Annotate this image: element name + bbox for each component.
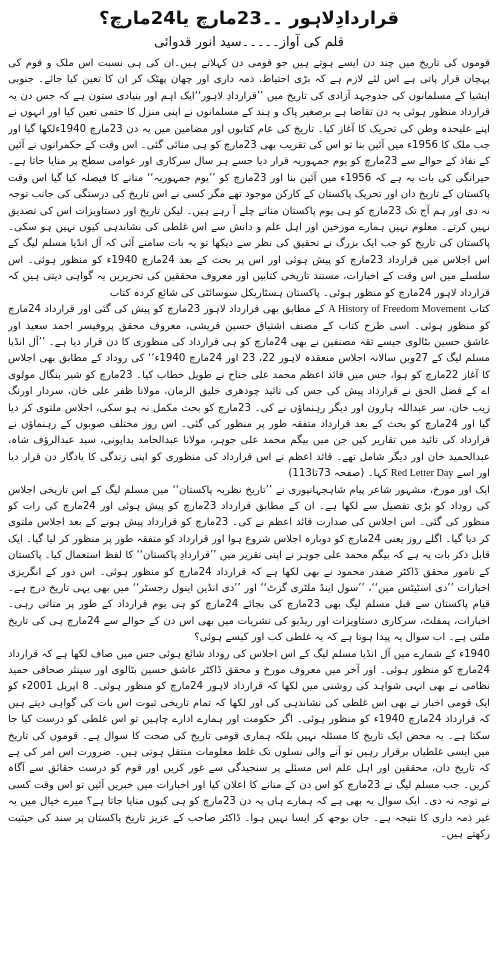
article-paragraph: ایک اور مورخ، مشہور شاعر پیام شاہجہانپوری نے ’’تاریخ نظریہ پاکستان‘‘ میں مسلم لیگ کے اس تاریخی اجلاس کی روداد کو بڑی تفصیل سے لکھا ہے۔ ان کے مطابق قرارداد 23مارچ کو پیش ہوئی اور 24مارچ کی رات کو منظور کی گئی۔ اس اجلاس کی صدارت قائد اعظم نے کی۔ 23مارچ کو قرارداد پیش ہونے کے بعد اجلاس ملتوی کر دیا گیا۔ اگلے روز یعنی 24مارچ کو دوبارہ اجلاس شروع ہوا اور قرارداد کو متفقہ طور پر منظور کر لیا گیا۔ ایک قابل ذکر بات یہ ہے کہ بیگم محمد علی جوہر نے اپنی تقریر میں ’’قراردادِ پاکستان‘‘ کا لفظ استعمال کیا۔ پاکستان کے نامور محقق ڈاکٹر صفدر محمود نے بھی لکھا ہے کہ قرارداد 24مارچ کو منظور ہوئی۔ اس دور کے انگریزی اخبارات ’’دی اسٹیٹس مین‘‘، ’’سول اینڈ ملٹری گزٹ‘‘ اور ’’دی انڈین اینول رجسٹر‘‘ میں بھی یہی تاریخ درج ہے۔ قیام پاکستان سے قبل مسلم لیگ بھی 23مارچ کی بجائے 24مارچ کو ہی یوم قرارداد کے طور پر مناتی رہی۔ اخبارات، پمفلٹ، سرکاری دستاویزات اور ریڈیو کی نشریات میں بھی اس دن کے حوالے سے 24مارچ ہی کی تاریخ ملتی ہے۔ اب سوال یہ پیدا ہوتا ہے کہ یہ غلطی کب اور کیسے ہوئی؟	[8, 484, 490, 644]
article-paragraph: 1940ء کے شمارے میں آل انڈیا مسلم لیگ کے اس اجلاس کی روداد شائع ہوئی جس میں صاف لکھا ہے کہ قرارداد 24مارچ کو منظور ہوئی۔ اور آخر میں معروف مورخ و محقق ڈاکٹر عاشق حسین بٹالوی اور سینئر صحافی حمید نظامی نے بھی انہی شواہد کی روشنی میں لکھا کہ قرارداد لاہور 24مارچ کو منظور ہوئی۔ 8 اپریل 2001ء کو ایک قومی اخبار نے بھی اس غلطی کی نشاندہی کی اور لکھا کہ تمام تاریخی ثبوت اس بات کی گواہی دیتے ہیں کہ قرارداد 24مارچ 1940ء کو منظور ہوئی۔ اگر حکومت اور ہمارے ادارے چاہیں تو اس غلطی کو درست کیا جا سکتا ہے۔ یہ محض ایک تاریخ کا مسئلہ نہیں بلکہ ہماری قومی تاریخ کی صحت کا سوال ہے۔ قوموں کی تاریخ میں ایسی غلطیاں برقرار رہیں تو آنے والی نسلوں تک غلط معلومات منتقل ہوتی ہیں۔ ضرورت اس امر کی ہے کہ تاریخ دان، محققین اور اہل علم اس مسئلے پر سنجیدگی سے غور کریں اور قوم کو درست حقائق سے آگاہ کریں۔ جب مسلم لیگ نے 23مارچ کو اس دن کے منانے کا اعلان کیا اور اخبارات میں خبریں آئیں تو اس وقت کسی نے توجہ نہ دی۔ ایک سوال یہ بھی ہے کہ ہمارے ہاں یہ دن 23مارچ کو ہی کیوں منایا جاتا ہے؟ میرے خیال میں یہ غیر ذمہ داری کا نتیجہ ہے۔ جان بوجھ کر ایسا نہیں ہوا۔ ڈاکٹر صاحب کے عزیز تاریخ پاکستان پر سند کی حیثیت رکھتے ہیں۔	[8, 648, 490, 841]
article-body	[8, 56, 490, 966]
article-paragraph: قوموں کی تاریخ میں چند دن ایسے ہوتے ہیں جو قومی دن کہلاتے ہیں۔ان کی ہی نسبت اس ملک و قوم کی پہچان قرار پاتی ہے اس لئے لازم ہے کہ بڑی احتیاط، ذمہ داری اور چھان پھٹک کر ان کا تعین کیا جائے۔ جنوبی ایشیا کے مسلمانوں کی جدوجہد آزادی کی تاریخ میں ’’قراردادِ لاہور‘‘ایک اہم اور بنیادی ستون ہے کہ جس دن یہ قرارداد منظور ہوئی یہ دن تقاضا ہے برصغیر پاک و ہند کے مسلمانوں نے اپنی منزل کا حتمی تعین کیا اور انہوں نے اپنے علیحدہ وطن کی تحریک کا آغاز کیا۔ تاریخ کی عام کتابوں اور مضامین میں یہ دن 23مارچ 1940ءلکھا گیا اور جب ملک کا 1956ء میں آئین بنا تو اس کی تقریب بھی 23مارچ کو ہی منائی گئی۔ اس وقت کے حکمرانوں نے آئین کے نفاذ کے حوالے سے 23مارچ کو یوم جمہوریہ قرار دیا جسے ہر سال سرکاری اور عوامی سطح پر منایا جاتا ہے۔ حیرانگی کی بات یہ ہے کہ 1956ء میں آئین بنا اور 23مارچ کو ’’یوم جمہوریہ‘‘ منانے کا فیصلہ کیا گیا اس وقت پاکستان کے تاریخ دان اور تحریک پاکستان کے کارکن موجود تھے مگر کسی نے اس تاریخ کی درستگی کی جانب توجہ نہ دی اور ہم آج تک 23مارچ کو ہی یوم پاکستان مناتے چلے آ رہے ہیں۔ لیکن تاریخ اور دستاویزات اس کی تصدیق نہیں کرتے۔ معلوم نہیں ہمارے مورخین اور اہل علم و دانش سے اس غلطی کی نشاندہی کیوں نہیں ہو سکی۔ پاکستان کی تاریخ کو جب ایک بزرگ نے تحقیق کی نظر سے دیکھا تو یہ بات سامنے آئی کہ آل انڈیا مسلم لیگ کے اس اجلاس میں قرارداد 23مارچ کو پیش ہوئی اور اس پر بحث کے بعد 24مارچ 1940ء کو منظور ہوئی۔ اس سلسلے میں اس وقت کے اخبارات، مستند تاریخی کتابیں اور معروف محققین کی تحریریں یہ گواہی دیتی ہیں کہ قرارداد لاہور 24مارچ کو منظور ہوئی۔ پاکستان ہسٹاریکل سوسائٹی کی شائع کردہ کتاب	[8, 58, 490, 299]
article-paragraph: کتاب A History of Freedom Movement کے مطابق بھی قرارداد لاہور 23مارچ کو پیش کی گئی اور قرارداد 24مارچ کو منظور ہوئی۔ اسی طرح کتاب کے مصنف اشتیاق حسین قریشی، معروف محقق پروفیسر احمد سعید اور عاشق حسین بٹالوی جیسے ثقہ مصنفین نے بھی 24مارچ کو ہی قرارداد کی منظوری کا دن قرار دیا ہے۔ ’’آل انڈیا مسلم لیگ کے 27ویں سالانہ اجلاس منعقدہ لاہور 22، 23 اور 24مارچ 1940ء‘‘ کی روداد کے مطابق بھی اجلاس کا آغاز 22مارچ کو ہوا، جس میں قائد اعظم محمد علی جناح نے طویل خطاب کیا۔ 23مارچ کو شیر بنگال مولوی اے کے فضل الحق نے قرارداد پیش کی جس کی تائید چودھری خلیق الزمان، مولانا ظفر علی خان، سردار اورنگ زیب خان، سر عبداللہ ہارون اور دیگر رہنماؤں نے کی۔ 23مارچ کو بحث مکمل نہ ہو سکی، اجلاس ملتوی کر دیا گیا اور 24مارچ کو بحث کے بعد قرارداد متفقہ طور پر منظور کی گئی۔ اس روز مختلف صوبوں کے رہنماؤں نے قرارداد کی تائید میں تقاریر کیں جن میں بیگم محمد علی جوہر، مولانا عبدالحامد بدایونی، سید عبدالرؤف شاہ، عبدالحمید خان اور دیگر شامل تھے۔ قائد اعظم نے اس قرارداد کی منظوری کو اپنی زندگی کا یادگار دن قرار دیا اور اسے Red Letter Day کہا۔ (صفحہ 73تا113)	[8, 304, 490, 480]
article-headline: قراردادِلاہور ۔۔23مارچ یا24مارچ؟	[99, 8, 399, 29]
article-byline: قلم کی آواز۔۔۔۔۔سید انور قدوائی	[154, 35, 344, 50]
